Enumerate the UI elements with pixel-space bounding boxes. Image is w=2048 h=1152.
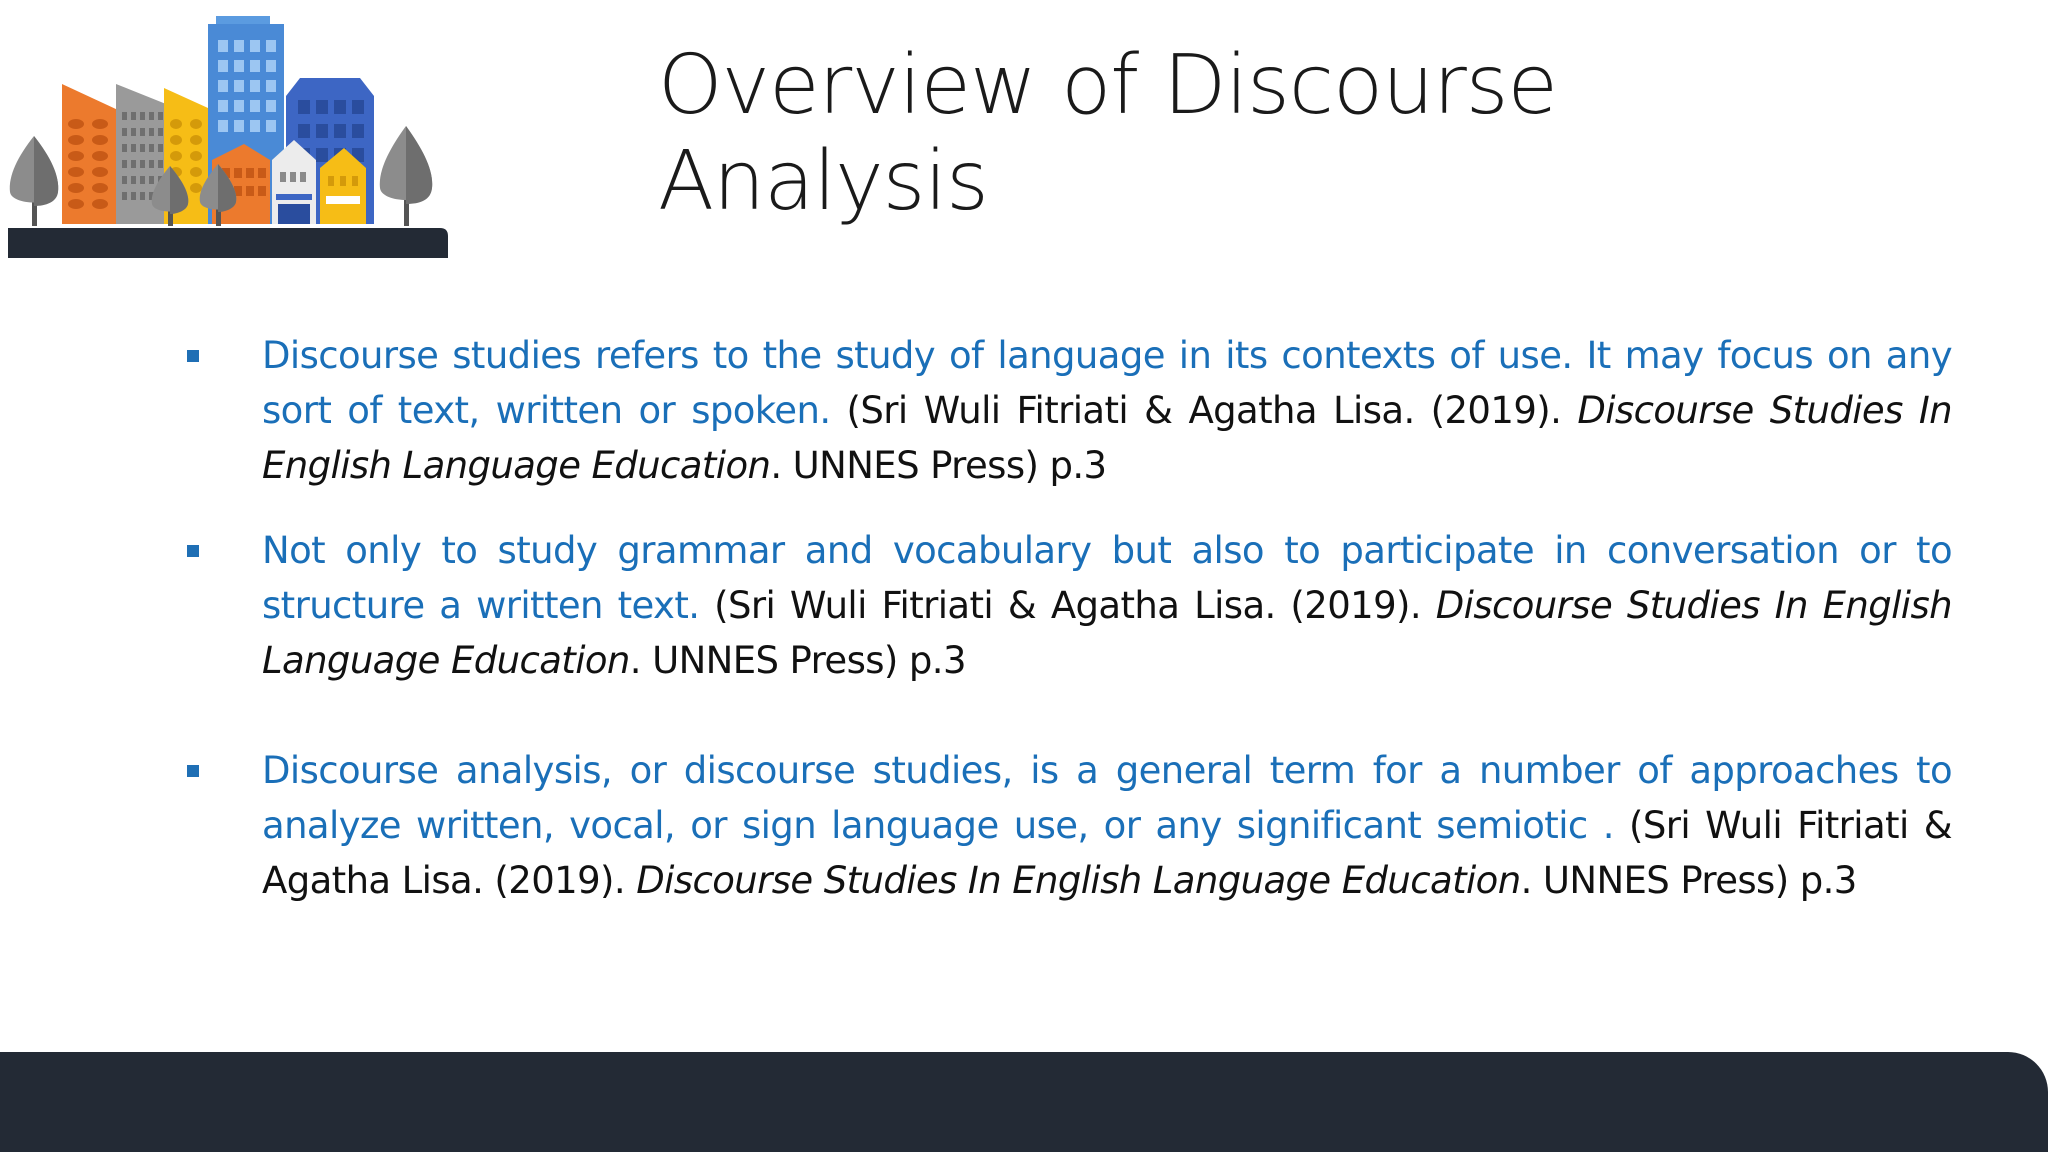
- bullet-item-3: [182, 743, 1952, 908]
- slide-title: [658, 38, 1758, 230]
- bullet-marker: [187, 765, 199, 777]
- citation-suffix: . UNNES Press) p.3: [770, 444, 1107, 487]
- bullet-item-2: [182, 523, 1952, 688]
- citation-work-title: Discourse Studies In English Language Education: [262, 389, 1952, 487]
- footer-bar: [0, 1052, 2048, 1152]
- title-line-1: Overview of Discourse: [658, 38, 1557, 133]
- bullet-lead-text: Discourse analysis, or discourse studies, is a general term for a number of approaches to analyze written, vocal, or sign language use, or any significant semiotic .: [262, 749, 1952, 847]
- orange-building: [62, 84, 118, 224]
- bullet-item-1: [182, 328, 1952, 493]
- citation-suffix: . UNNES Press) p.3: [1520, 859, 1857, 902]
- citation-prefix: (Sri Wuli Fitriati & Agatha Lisa. (2019).: [714, 584, 1422, 627]
- title-line-2: Analysis: [658, 134, 988, 229]
- citation-prefix: (Sri Wuli Fitriati & Agatha Lisa. (2019).: [262, 804, 1952, 902]
- citation-prefix: (Sri Wuli Fitriati & Agatha Lisa. (2019).: [846, 389, 1562, 432]
- bullet-list: [182, 328, 1952, 908]
- bullet-lead-text: Not only to study grammar and vocabulary but also to participate in conversation or to structure a written text.: [262, 529, 1952, 627]
- citation-suffix: . UNNES Press) p.3: [629, 639, 966, 682]
- bullet-marker: [187, 350, 199, 362]
- ground-strip: [8, 228, 448, 258]
- citation-work-title: Discourse Studies In English Language Education: [636, 859, 1521, 902]
- city-skyline-illustration: [0, 0, 460, 262]
- bullet-marker: [187, 545, 199, 557]
- citation-work-title: Discourse Studies In English Language Education: [262, 584, 1952, 682]
- bullet-lead-text: Discourse studies refers to the study of language in its contexts of use. It may focus on any sort of text, written or spoken.: [262, 334, 1952, 432]
